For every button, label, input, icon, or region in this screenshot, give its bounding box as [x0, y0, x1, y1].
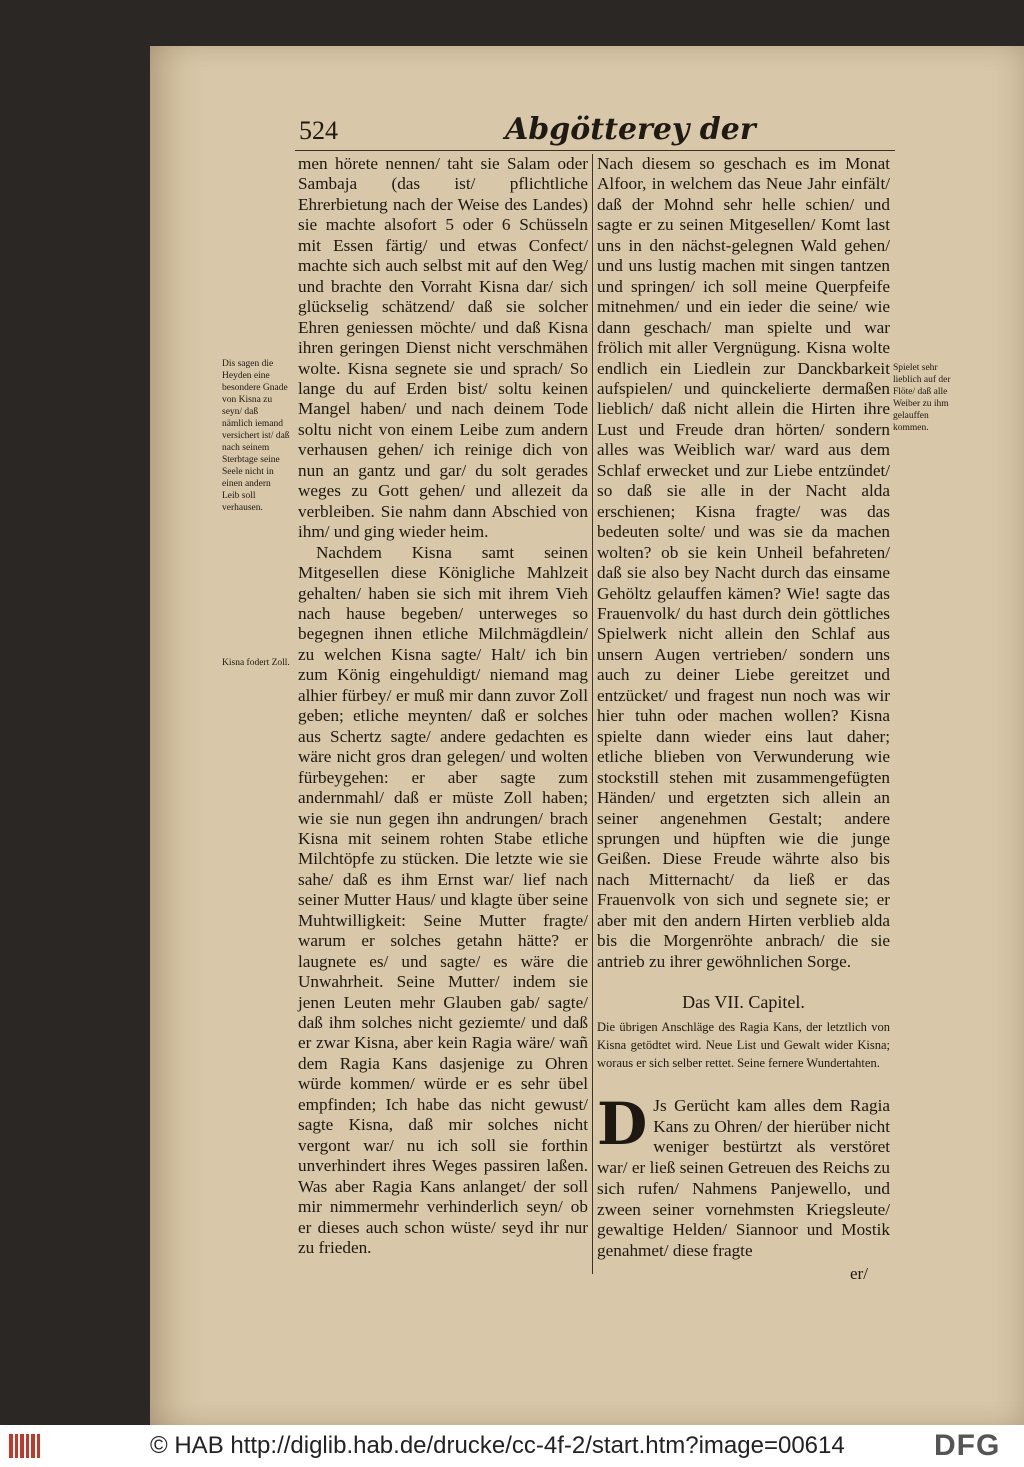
margin-note-left: Kisna fodert Zoll. [222, 658, 290, 668]
margin-note-left: Dis sagen die Heyden eine besondere Gnade von Kisna zu seyn/ daß nämlich iemand versichert ist/ daß nach seinem Sterbtage seine Seele nicht in einen andern Leib soll verhausen. [222, 359, 290, 513]
chapter-title: Das VII. Capitel. [682, 992, 805, 1012]
running-title: Abgötterey der [505, 112, 756, 147]
footer-bar [0, 1425, 1024, 1467]
right-column [597, 154, 890, 972]
catchword: er/ [850, 1264, 868, 1283]
page-header [295, 112, 895, 152]
chapter-summary: Die übrigen Anschläge des Ragia Kans, der letztlich von Kisna getödtet wird. Neue List und Gewalt wider Kisna; woraus er sich selber rettet. Seine fernere Wundertahten. [597, 1020, 890, 1070]
column-divider [592, 154, 593, 1274]
paragraph: Nach diesem so geschach es im Monat Alfoor, in welchem das Neue Jahr einfält/ daß der Mohnd sehr helle schien/ und sagte er zu seinen Mitgesellen/ Komt last uns in den nächst-gelegnen Wald gehen/ und uns lustig machen mit singen tantzen und springen/ ich soll meine Querpfeife mitnehmen/ und ein ieder die seine/ wie dann geschach/ man spielte und war frölich mit aller Vergnügung. Kisna wolte endlich ein Liedlein zur Danckbarkeit aufspielen/ und quinckelierte dermaßen lieblich/ daß nicht allein die Hirten ihre Lust und Freude dran hörten/ sondern alles was Weiblich war/ ward aus dem Schlaf erwecket und zur Liebe entzündet/ so daß sie alle in der Nacht alda erschienen; Kisna fragte/ was das bedeuten solte/ und was sie da machen wolten? ob sie kein Unheil befahreten/ daß sie also bey Nacht durch das einsame Gehöltz gelauffen kämen? Wie! sagte das Frauenvolk/ du hast durch dein göttliches Spielwerk nicht allein den Schlaf aus unsern Augen vertrieben/ sondern uns auch zu deiner Liebe gereitzet und entzücket/ und fragest nun noch was wir hier tuhn oder machen wollen? Kisna spielte dann wieder eins laut daher; etliche blieben von Verwunderung wie stockstill stehen mit zusammengefügten Händen/ und ergetzten sich allein an seiner angenehmen Gestalt; andere sprungen und hüpften wie die junge Geißen. Diese Freude währte also bis nach Mitternacht/ da ließ er das Frauenvolk von sich und segnete sie; er aber mit den andern Hirten verblieb alda bis die Morgenröhte anbrach/ die sie antrieb zu ihrer gewöhnlichen Sorge. [597, 154, 890, 971]
page-number: 524 [299, 116, 338, 145]
dfg-logo: DFG [934, 1429, 1001, 1462]
library-logo-icon [8, 1431, 42, 1461]
chapter-body [597, 1090, 890, 1262]
drop-cap: D [597, 1090, 648, 1158]
paragraph: men hörete nennen/ taht sie Salam oder Sambaja (das ist/ pflichtliche Ehrerbietung nach der Weise des Landes) sie machte alsofort 5 oder 6 Schüsseln mit Essen färtig/ und etwas Confect/ machte sich auch selbst mit auf den Weg/ und brachte den Vorraht Kisna dar/ sich glückselig schätzend/ daß sie solcher Ehren geniessen möchte/ und daß Kisna ihren geringen Dienst nicht verschmähen wolte. Kisna segnete sie und sprach/ So lange du auf Erden bist/ soltu keinen Mangel haben/ und nach deinem Tode soltu nicht von einem Leibe zum andern verhausen gehen/ ich reinige dich von nun an gantz und gar/ du solt gerades weges zu Gott gehen/ und allezeit da verbleiben. Sie nahm dann Abschied von ihm/ und ging wieder heim. [298, 154, 588, 542]
margin-note-right: Spielet sehr lieblich auf der Flöte/ daß alle Weiber zu ihm gelauffen kommen. [893, 363, 951, 433]
header-rule [295, 150, 895, 151]
paragraph: Nachdem Kisna samt seinen Mitgesellen diese Königliche Mahlzeit gehalten/ haben sie sich mit ihrem Vieh nach hause begeben/ unterweges so begegnen ihnen etliche Milchmägdlein/ zu welchen Kisna sagte/ Halt/ ich bin zum König eingehuldigt/ niemand mag alhier fürbey/ er muß mir dann zuvor Zoll geben; etliche meynten/ daß er solches aus Schertz sagte/ andere gedachten es wäre nicht gros dran gelegen/ und wolten fürbeygehen: er aber sagte zum andernmahl/ daß er müste Zoll haben; wie sie nun gegen ihn andrungen/ brach Kisna mit seinem rohten Stabe etliche Milchtöpfe zu stücken. Die letzte wie sie sahe/ daß es ihm Ernst war/ lief nach seiner Mutter Haus/ und klagte über seine Muhtwilligkeit: Seine Mutter fragte/ warum er solches getahn hätte? er laugnete es/ und sagte/ es wäre die Unwahrheit. Seine Mutter/ indem sie jenen Leuten mehr Glauben gab/ sagte/ daß ihm solches nicht geziemte/ und daß er zwar Kisna, aber kein Ragia wäre/ wañ dem Ragia Kans dasjenige zu Ohren würde kommen/ würde er es sehr übel empfinden; Ich habe das nicht gewust/ sagte Kisna, daß mir solches nicht vergont war/ nu ich soll sie forthin unverhindert ihres Weges passiren laßen. Was aber Ragia Kans anlanget/ der soll mir nimmermehr verhinderlich seyn/ ob er dieses auch schon wüste/ seyd ihr nur zu frieden. [298, 542, 588, 1258]
left-column [298, 154, 588, 1258]
chapter-body-text: Js Gerücht kam alles dem Ragia Kans zu Ohren/ der hierüber nicht weniger bestürtzt als verstöret war/ er ließ seinen Getreuen des Reichs zu sich rufen/ Nahmens Panjewello, und zween seiner vornehmsten Kriegsleute/ gewaltige Helden/ Siannoor und Mostik genahmet/ diese fragte [597, 1096, 890, 1260]
copyright-link[interactable]: © HAB http://diglib.hab.de/drucke/cc-4f-2/start.htm?image=00614 [150, 1432, 845, 1459]
